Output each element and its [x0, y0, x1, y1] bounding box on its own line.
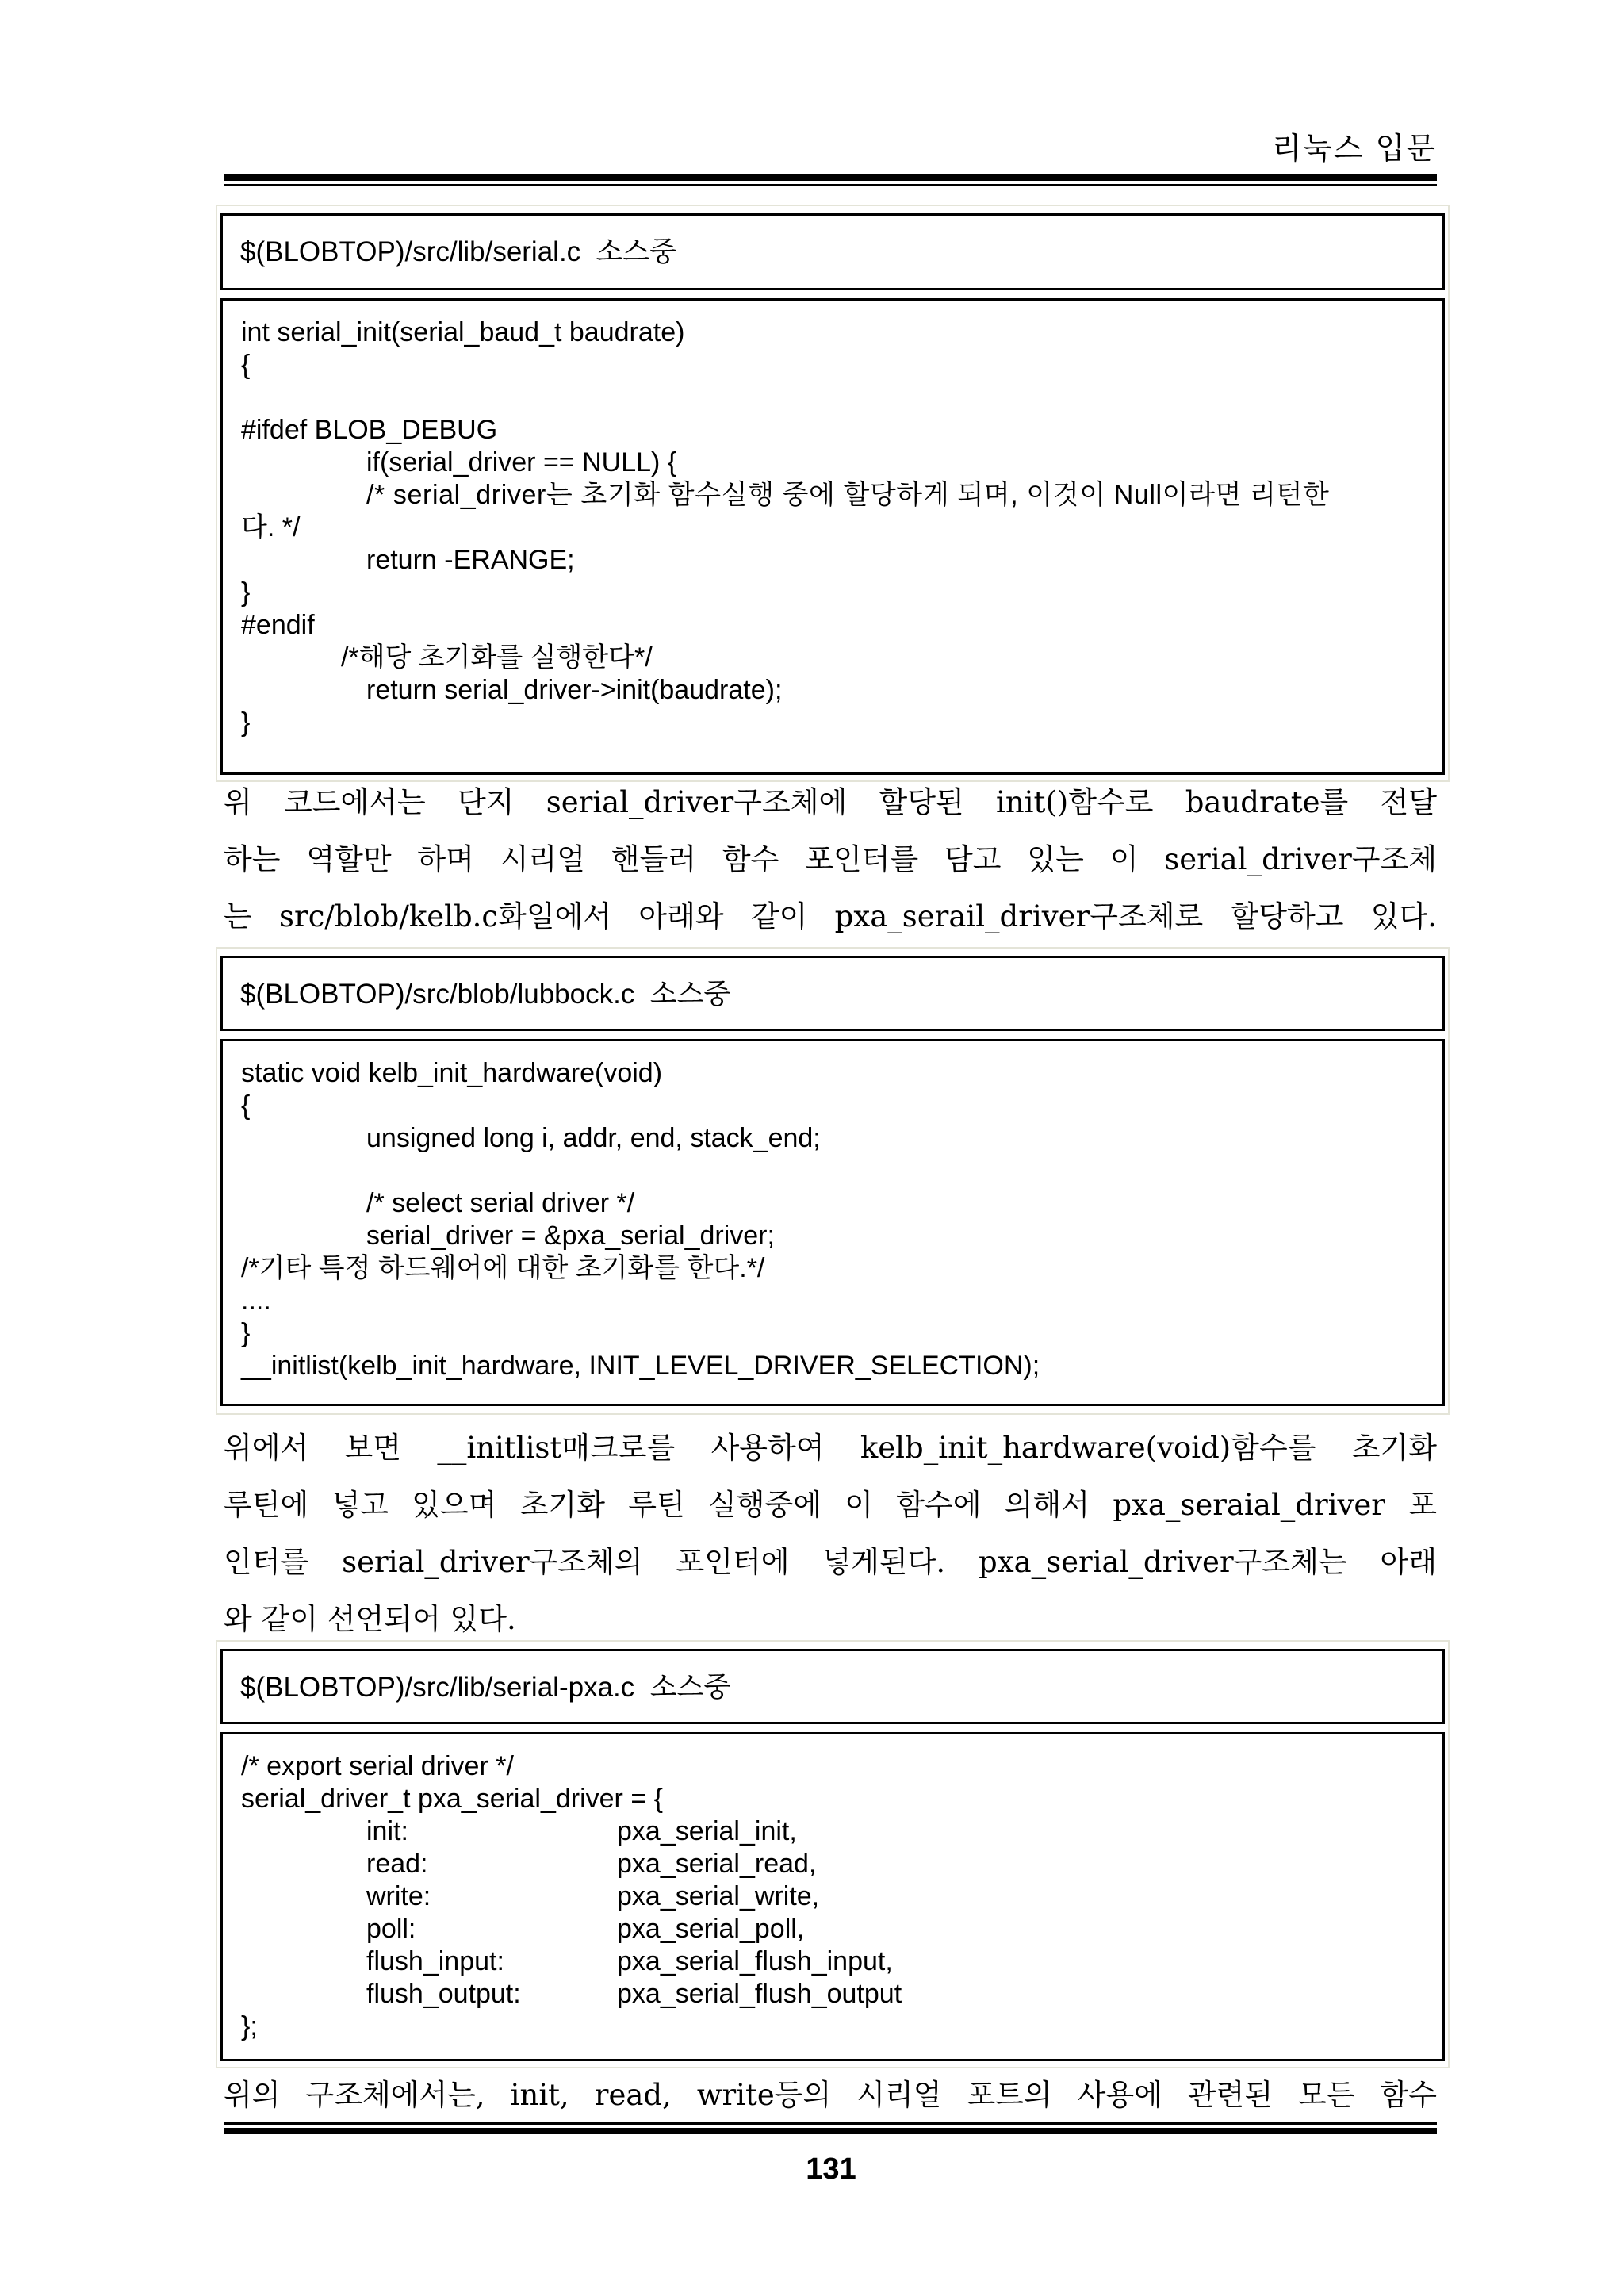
listing-caption-box — [220, 956, 1445, 1031]
body-paragraph — [224, 2067, 1437, 2124]
field-value: pxa_serial_read, — [617, 1849, 817, 1879]
code-line: int serial_init(serial_baud_t baudrate) — [241, 317, 685, 347]
code-line: /* export serial driver */ — [241, 1751, 514, 1781]
code-line — [241, 381, 1430, 414]
listing-code-box — [220, 1732, 1445, 2061]
code-line: 다. */ — [241, 512, 301, 542]
field-value: pxa_serial_init, — [617, 1816, 797, 1846]
code-line: return serial_driver->init(baudrate); — [366, 675, 783, 705]
code-line: .... — [241, 1286, 271, 1316]
paragraph-line: 위 코드에서는 단지 serial_driver구조체에 할당된 init()함수로 baudrate를 전달 — [224, 785, 1437, 819]
code-line: { — [241, 1091, 251, 1121]
code-line: static void kelb_init_hardware(void) — [241, 1058, 663, 1088]
paragraph-line: 루틴에 넣고 있으며 초기화 루틴 실행중에 이 함수에 의해서 pxa_seraial_driver 포 — [224, 1488, 1437, 1522]
listing-caption: $(BLOBTOP)/src/lib/serial-pxa.c 소스중 — [240, 1672, 731, 1703]
listing-caption: $(BLOBTOP)/src/lib/serial.c 소스중 — [240, 236, 677, 267]
footer-rule-thin — [224, 2122, 1437, 2125]
code-block — [241, 1750, 1430, 2043]
code-line: }; — [241, 2011, 258, 2041]
struct-field-row — [241, 1945, 1430, 1978]
code-line: /*해당 초기화를 실행한다*/ — [341, 642, 653, 673]
code-line: #endif — [241, 610, 315, 640]
footer-rule-thick — [224, 2128, 1437, 2134]
struct-field-row — [241, 1880, 1430, 1913]
page-number: 131 — [806, 2152, 856, 2186]
header-rule-thick — [224, 174, 1437, 181]
code-line — [241, 1155, 1430, 1187]
struct-field-row — [241, 1848, 1430, 1880]
paragraph-line: 인터를 serial_driver구조체의 포인터에 넣게된다. pxa_serial_driver구조체는 아래 — [224, 1545, 1437, 1579]
body-paragraph — [224, 1420, 1437, 1648]
field-name: flush_output: — [366, 1979, 521, 2009]
code-line: { — [241, 350, 251, 380]
code-line: __initlist(kelb_init_hardware, INIT_LEVEL_DRIVER_SELECTION); — [241, 1351, 1040, 1381]
field-value: pxa_serial_write, — [617, 1881, 820, 1911]
field-value: pxa_serial_flush_input, — [617, 1946, 893, 1976]
code-listing-lubbock-c — [216, 947, 1450, 1415]
code-listing-serial-c — [216, 205, 1450, 782]
body-paragraph — [224, 774, 1437, 945]
code-line: unsigned long i, addr, end, stack_end; — [366, 1123, 821, 1153]
code-line: if(serial_driver == NULL) { — [366, 447, 677, 477]
paragraph-line: 위에서 보면 __initlist매크로를 사용하여 kelb_init_hardware(void)함수를 초기화 — [224, 1431, 1437, 1465]
code-line: serial_driver_t pxa_serial_driver = { — [241, 1784, 663, 1814]
header-rule-thin — [224, 184, 1437, 186]
code-line: serial_driver = &pxa_serial_driver; — [366, 1221, 775, 1251]
running-header: 리눅스 입문 — [1272, 131, 1437, 166]
field-name: read: — [366, 1849, 428, 1879]
struct-field-row — [241, 1913, 1430, 1945]
code-line: /*기타 특정 하드웨어에 대한 초기화를 한다.*/ — [241, 1253, 765, 1283]
code-line: /* serial_driver는 초기화 함수실행 중에 할당하게 되며, 이것이 Null이라면 리턴한 — [366, 480, 1330, 510]
code-line: } — [241, 577, 251, 608]
code-line: } — [241, 1318, 251, 1348]
field-name: poll: — [366, 1914, 416, 1944]
listing-caption-box — [220, 213, 1445, 290]
code-line: return -ERANGE; — [366, 545, 575, 575]
paragraph-line: 하는 역할만 하며 시리얼 핸들러 함수 포인터를 담고 있는 이 serial_driver구조체 — [224, 842, 1437, 876]
code-listing-serial-pxa-c — [216, 1640, 1450, 2068]
listing-code-box — [220, 298, 1445, 775]
listing-caption-box — [220, 1649, 1445, 1724]
struct-field-row — [241, 1978, 1430, 2010]
field-name: flush_input: — [366, 1946, 504, 1976]
field-value: pxa_serial_flush_output — [617, 1979, 902, 2009]
field-name: init: — [366, 1816, 408, 1846]
code-block — [241, 1057, 1430, 1382]
paragraph-line: 위의 구조체에서는, init, read, write등의 시리얼 포트의 사용에 관련된 모든 함수 — [224, 2078, 1437, 2112]
field-name: write: — [366, 1881, 431, 1911]
code-line: /* select serial driver */ — [366, 1188, 635, 1218]
paragraph-line: 와 같이 선언되어 있다. — [224, 1602, 516, 1636]
paragraph-line: 는 src/blob/kelb.c화일에서 아래와 같이 pxa_serail_driver구조체로 할당하고 있다. — [224, 899, 1437, 933]
code-line: } — [241, 707, 251, 738]
code-block — [241, 316, 1430, 739]
field-value: pxa_serial_poll, — [617, 1914, 805, 1944]
code-line: #ifdef BLOB_DEBUG — [241, 415, 498, 445]
listing-code-box — [220, 1039, 1445, 1406]
struct-field-row — [241, 1815, 1430, 1848]
listing-caption: $(BLOBTOP)/src/blob/lubbock.c 소스중 — [240, 979, 731, 1010]
